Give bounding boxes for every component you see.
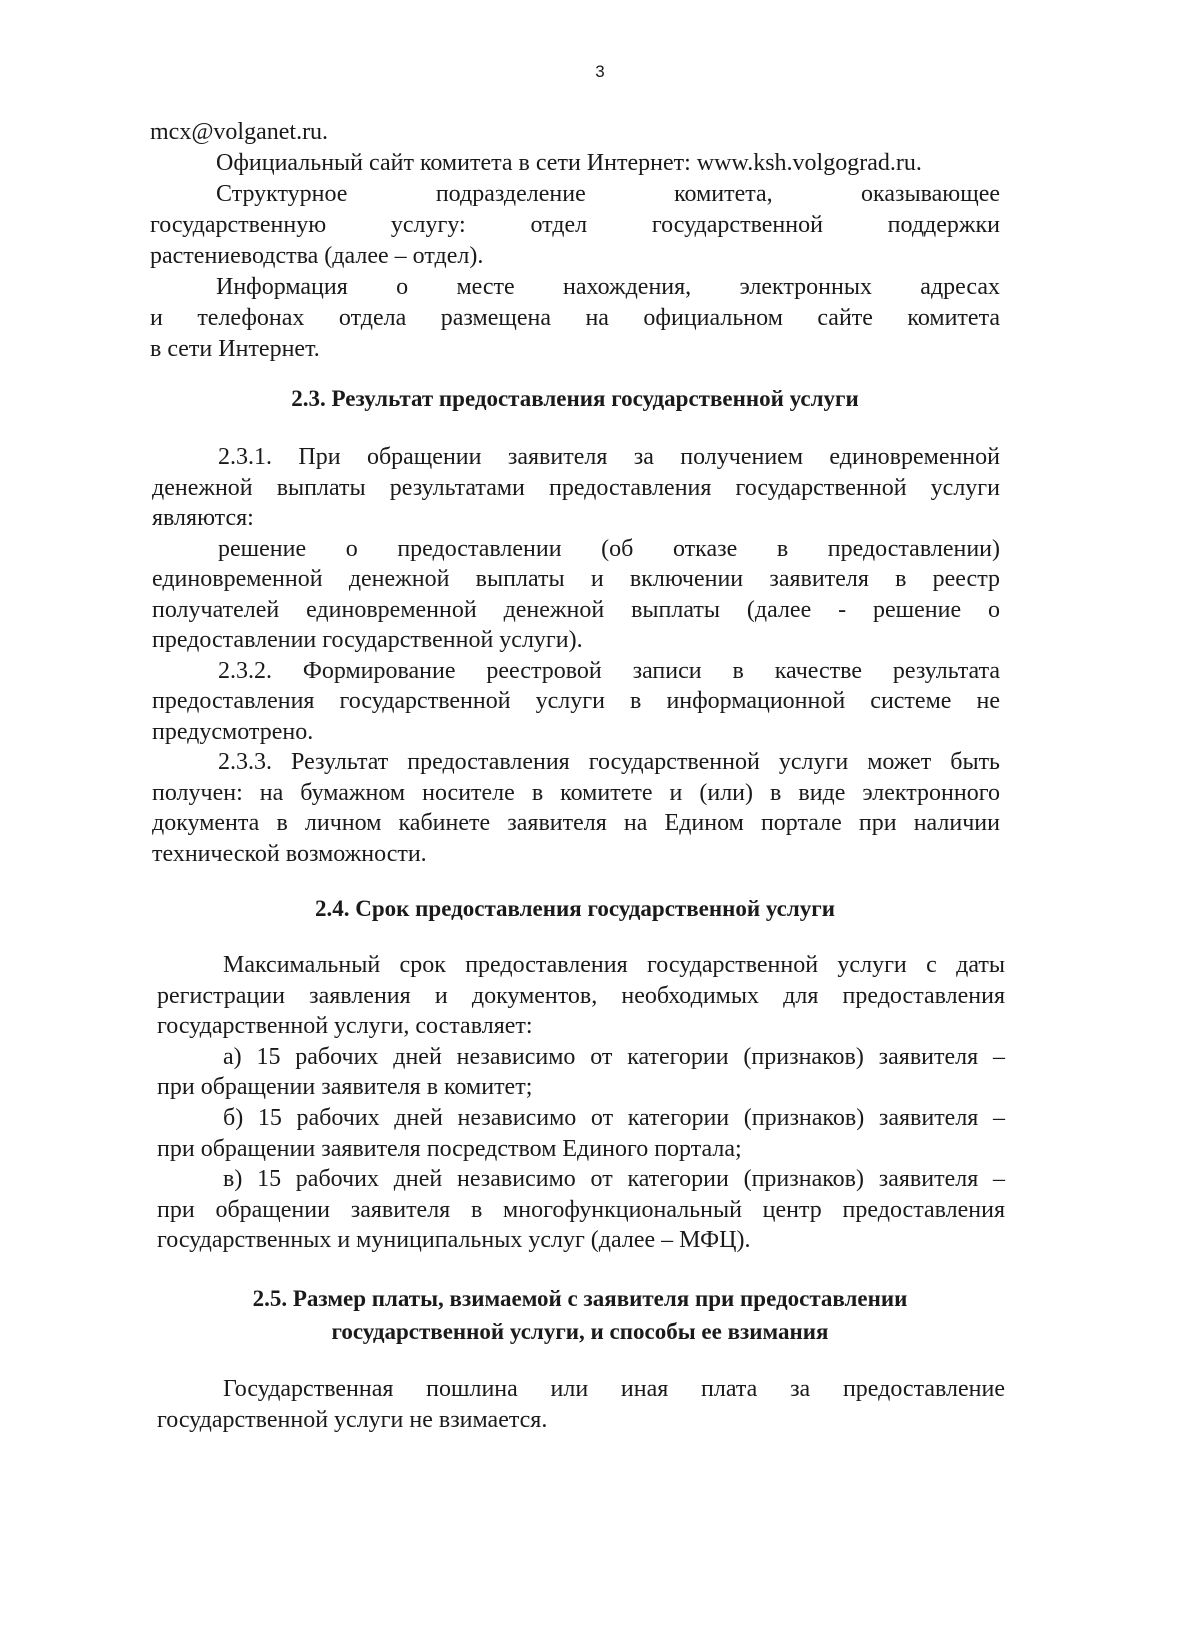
section-2-4-body <box>157 950 1005 1256</box>
paragraph-line: единовременной денежной выплаты и включении заявителя в реестр <box>152 566 1000 592</box>
list-item-line: а) 15 рабочих дней независимо от категории (признаков) заявителя – <box>223 1043 1005 1070</box>
section-2-3-title: 2.3. Результат предоставления государственной услуги <box>291 386 859 411</box>
paragraph-line: документа в личном кабинете заявителя на Едином портале при наличии <box>152 810 1000 836</box>
paragraph-line: предоставления государственной услуги в информационной системе не <box>152 688 1000 714</box>
section-2-5-title-line: 2.5. Размер платы, взимаемой с заявителя при предоставлении <box>252 1286 908 1311</box>
list-item-line: б) 15 рабочих дней независимо от категории (признаков) заявителя – <box>223 1104 1005 1131</box>
info-line: в сети Интернет. <box>150 336 320 362</box>
list-item-line: при обращении заявителя посредством Единого портала; <box>157 1135 742 1162</box>
section-2-4-title: 2.4. Срок предоставления государственной услуги <box>315 896 835 921</box>
paragraph-line: 2.3.1. При обращении заявителя за получением единовременной <box>218 444 1000 470</box>
list-item-line: в) 15 рабочих дней независимо от категории (признаков) заявителя – <box>223 1166 1005 1193</box>
info-line: и телефонах отдела размещена на официальном сайте комитета <box>150 305 1000 331</box>
paragraph-line: решение о предоставлении (об отказе в предоставлении) <box>218 535 1000 562</box>
paragraph-line: денежной выплаты результатами предоставления государственной услуги <box>152 474 1000 501</box>
list-item-line: государственных и муниципальных услуг (далее – МФЦ). <box>157 1227 751 1254</box>
paragraph-line: получателей единовременной денежной выплаты (далее - решение о <box>152 596 1000 623</box>
paragraph-line: государственной услуги не взимается. <box>157 1407 548 1433</box>
list-item-line: при обращении заявителя в многофункциональный центр предоставления <box>157 1196 1005 1223</box>
page-number: 3 <box>595 62 605 81</box>
website-line: Официальный сайт комитета в сети Интернет: www.ksh.volgograd.ru. <box>216 150 922 176</box>
paragraph-line: 2.3.2. Формирование реестровой записи в качестве результата <box>218 657 1000 684</box>
paragraph-line: получен: на бумажном носителе в комитете и (или) в виде электронного <box>152 779 1000 806</box>
section-2-5-body <box>157 1374 1005 1436</box>
contacts-block <box>150 117 1000 365</box>
paragraph-line: Государственная пошлина или иная плата за предоставление <box>223 1376 1005 1402</box>
paragraph-line: предусмотрено. <box>152 718 314 745</box>
paragraph-line: предоставлении государственной услуги). <box>152 627 583 653</box>
division-line: растениеводства (далее – отдел). <box>150 243 484 269</box>
info-line: Информация о месте нахождения, электронных адресах <box>216 274 1000 300</box>
section-2-5-title-line: государственной услуги, и способы ее взимания <box>331 1319 829 1344</box>
paragraph-line: регистрации заявления и документов, необходимых для предоставления <box>157 982 1005 1009</box>
division-line: государственную услугу: отдел государственной поддержки <box>150 212 1000 238</box>
paragraph-line: государственной услуги, составляет: <box>157 1013 533 1040</box>
section-2-3-body <box>152 442 1000 869</box>
division-line: Структурное подразделение комитета, оказывающее <box>216 181 1000 207</box>
paragraph-line: Максимальный срок предоставления государственной услуги с даты <box>223 952 1005 978</box>
email-line: mcx@volganet.ru. <box>150 119 329 145</box>
paragraph-line: являются: <box>152 505 254 531</box>
section-2-5-title <box>155 1282 1005 1348</box>
paragraph-line: 2.3.3. Результат предоставления государственной услуги может быть <box>218 749 1000 775</box>
paragraph-line: технической возможности. <box>152 840 427 867</box>
list-item-line: при обращении заявителя в комитет; <box>157 1074 533 1101</box>
